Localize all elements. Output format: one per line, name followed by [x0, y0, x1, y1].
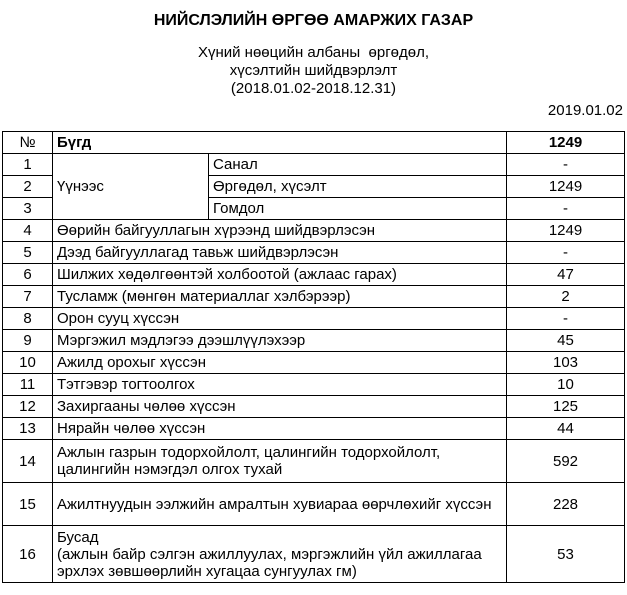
row-label: Гомдол [209, 198, 507, 220]
subtitle-line: хүсэлтийн шийдвэрлэлт [229, 62, 398, 79]
table-row [3, 418, 625, 440]
row-number: 8 [3, 308, 53, 330]
row-number: 15 [3, 483, 53, 526]
row-number: 13 [3, 418, 53, 440]
row-number: 9 [3, 330, 53, 352]
row-label: Өөрийн байгууллагын хүрээнд шийдвэрлэсэн [53, 220, 507, 242]
row-number: 5 [3, 242, 53, 264]
table-row [3, 330, 625, 352]
row-number: 3 [3, 198, 53, 220]
table-header-row [3, 132, 625, 154]
page-title: НИЙСЛЭЛИЙН ӨРГӨӨ АМАРЖИХ ГАЗАР [153, 12, 474, 29]
row-value: - [507, 242, 625, 264]
row-value: 44 [507, 418, 625, 440]
report-date: 2019.01.02 [547, 102, 623, 119]
table-row [3, 264, 625, 286]
row-number: 7 [3, 286, 53, 308]
row-label: Бусад (ажлын байр сэлгэн ажиллуулах, мэргэжлийн үйл ажиллагаа эрхлэх зөвшөөрлийн хугацаа сунгуулах гм) [53, 526, 507, 583]
table-row [3, 483, 625, 526]
row-label: Ажилтнуудын ээлжийн амралтын хувиараа өөрчлөхийг хүссэн [53, 483, 507, 526]
row-number: 12 [3, 396, 53, 418]
row-label: Шилжих хөдөлгөөнтэй холбоотой (ажлаас гарах) [53, 264, 507, 286]
row-value: - [507, 154, 625, 176]
row-label: Ажилд орохыг хүссэн [53, 352, 507, 374]
row-value: 45 [507, 330, 625, 352]
row-label: Өргөдөл, хүсэлт [209, 176, 507, 198]
row-label: Орон сууц хүссэн [53, 308, 507, 330]
row-number: 1 [3, 154, 53, 176]
row-label: Дээд байгууллагад тавьж шийдвэрлэсэн [53, 242, 507, 264]
row-value: 2 [507, 286, 625, 308]
row-number: 16 [3, 526, 53, 583]
row-label: Санал [209, 154, 507, 176]
row-label: Нярайн чөлөө хүссэн [53, 418, 507, 440]
row-value: 47 [507, 264, 625, 286]
row-value: 125 [507, 396, 625, 418]
row-value: - [507, 198, 625, 220]
table-row [3, 154, 625, 176]
page-subtitle [0, 44, 627, 98]
table-row [3, 352, 625, 374]
row-value: - [507, 308, 625, 330]
table-row [3, 526, 625, 583]
row-label: Тэтгэвэр тогтоолгох [53, 374, 507, 396]
table-row [3, 308, 625, 330]
main-rows [3, 220, 625, 583]
subtitle-line: (2018.01.02-2018.12.31) [230, 80, 397, 97]
row-value: 103 [507, 352, 625, 374]
row-number: 4 [3, 220, 53, 242]
row-number: 11 [3, 374, 53, 396]
statistics-table [2, 131, 625, 583]
row-number: 6 [3, 264, 53, 286]
table-row [3, 440, 625, 483]
row-label: Ажлын газрын тодорхойлолт, цалингийн тодорхойлолт, цалингийн нэмэгдэл олгох тухай [53, 440, 507, 483]
table-row [3, 220, 625, 242]
row-value: 228 [507, 483, 625, 526]
row-number: 10 [3, 352, 53, 374]
header-no: № [3, 132, 53, 154]
row-value: 1249 [507, 176, 625, 198]
table-row [3, 374, 625, 396]
table-row [3, 242, 625, 264]
header-total-label: Бүгд [53, 132, 507, 154]
row-value: 53 [507, 526, 625, 583]
row-number: 2 [3, 176, 53, 198]
row-value: 1249 [507, 220, 625, 242]
subtitle-line: Хүний нөөцийн албаны өргөдөл, [197, 44, 430, 61]
row-label: Тусламж (мөнгөн материаллаг хэлбэрээр) [53, 286, 507, 308]
row-value: 592 [507, 440, 625, 483]
row-label: Мэргэжил мэдлэгээ дээшлүүлэхээр [53, 330, 507, 352]
table-row [3, 286, 625, 308]
row-value: 10 [507, 374, 625, 396]
row-number: 14 [3, 440, 53, 483]
header-total-value: 1249 [507, 132, 625, 154]
source-group-label: Үүнээс [53, 154, 209, 220]
row-label: Захиргааны чөлөө хүссэн [53, 396, 507, 418]
table-row [3, 396, 625, 418]
